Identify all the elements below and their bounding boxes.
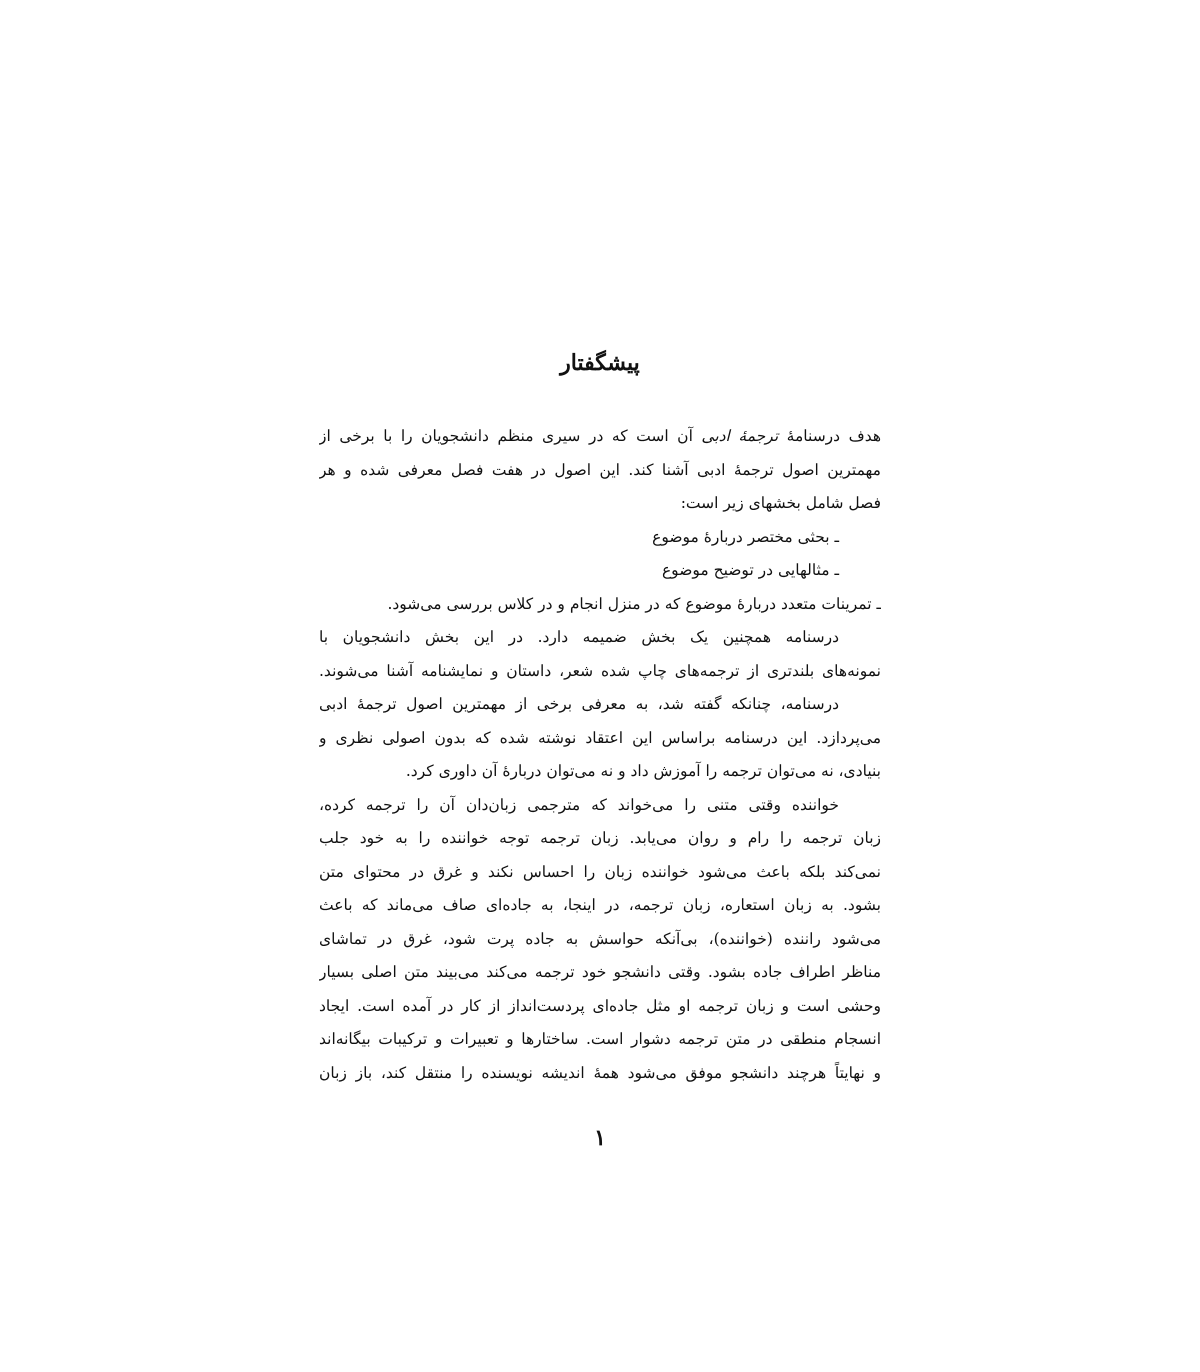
text-line: مهمترین اصول ترجمهٔ ادبی آشنا کند. این اصول در هفت فصل معرفی شده و هر <box>319 460 881 479</box>
text-line: و نهایتاً هرچند دانشجو موفق می‌شود همهٔ اندیشه نویسنده را منتقل کند، باز زبان <box>319 1063 881 1082</box>
text-line: نمونه‌های بلندتری از ترجمه‌های چاپ شده شعر، داستان و نمایشنامه آشنا می‌شوند. <box>319 661 881 680</box>
list-item: ـ تمرینات متعدد دربارهٔ موضوع که در منزل انجام و در کلاس بررسی می‌شود. <box>387 594 881 613</box>
text-line: می‌شود راننده (خواننده)، بی‌آنکه حواسش به جاده پرت شود، غرق در تماشای <box>319 929 881 948</box>
list-item: ـ مثالهایی در توضیح موضوع <box>661 561 839 579</box>
text-line: نمی‌کند بلکه باعث می‌شود خواننده زبان را احساس نکند و غرق در محتوای متن <box>319 862 881 881</box>
text-line: می‌پردازد. این درسنامه براساس این اعتقاد نوشته شده که بدون اصولی نظری و <box>319 728 881 747</box>
page-number: ۱ <box>594 1125 606 1151</box>
text-segment: هدف درسنامهٔ <box>778 427 881 445</box>
text-line: درسنامه، چنانکه گفته شد، به معرفی برخی از مهمترین اصول ترجمهٔ ادبی <box>319 695 839 713</box>
text-line: بشود. به زبان استعاره، زبان ترجمه، در اینجا، به جاده‌ای صاف می‌ماند که باعث <box>319 896 881 914</box>
text-line: درسنامه همچنین یک بخش ضمیمه دارد. در این بخش دانشجویان با <box>319 628 839 646</box>
book-title-italic: ترجمهٔ ادبی <box>701 427 779 445</box>
text-line <box>319 420 881 454</box>
text-line: فصل شامل بخشهای زیر است: <box>680 494 881 512</box>
list-item: ـ بحثی مختصر دربارهٔ موضوع <box>652 527 839 546</box>
text-line: انسجام منطقی در متن ترجمه دشوار است. ساختارها و تعبیرات و ترکیبات بیگانه‌اند <box>319 1030 881 1048</box>
text-line: مناظر اطراف جاده بشود. وقتی دانشجو خود ترجمه می‌کند می‌بیند متن اصلی بسیار <box>319 963 881 981</box>
page-title: پیشگفتار <box>560 350 640 376</box>
text-line: وحشی است و زبان ترجمه او مثل جاده‌ای پردست‌انداز از کار در آمده است. ایجاد <box>319 996 881 1015</box>
text-line: خواننده وقتی متنی را می‌خواند که مترجمی زبان‌دان آن را ترجمه کرده، <box>319 795 839 814</box>
body-text <box>319 420 881 1090</box>
text-line: زبان ترجمه را رام و روان می‌یابد. زبان ترجمه توجه خواننده را به خود جلب <box>319 829 881 847</box>
text-line: بنیادی، نه می‌توان ترجمه را آموزش داد و نه می‌توان دربارهٔ آن داوری کرد. <box>405 762 881 780</box>
text-segment: آن است که در سیری منظم دانشجویان را با برخی از <box>319 427 702 445</box>
